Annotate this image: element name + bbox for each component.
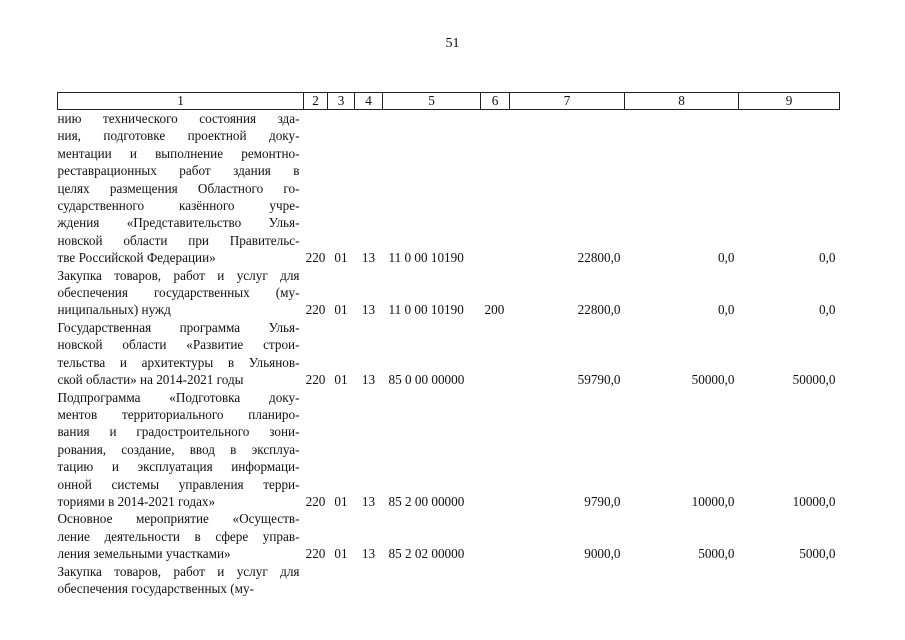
description-line: целях размещения Областного го-	[57, 180, 300, 196]
amount-year-1: 22800,0	[577, 302, 621, 318]
description-line: ления земельными участками»	[57, 546, 231, 562]
amount-year-3	[739, 563, 840, 598]
chapter-code: 220	[305, 302, 326, 318]
amount-year-3: 50000,0	[792, 372, 836, 388]
description-line: ниципальных) нужд	[57, 302, 171, 318]
target-article-code	[383, 563, 481, 598]
expense-type-code	[481, 510, 510, 562]
description-line: Государственная программа Улья-	[57, 319, 300, 335]
section-code: 01	[334, 493, 348, 509]
amount-year-3: 0,0	[819, 302, 836, 318]
chapter-code: 220	[305, 546, 326, 562]
description-line: ской области» на 2014-2021 годы	[57, 372, 244, 388]
section-code: 01	[334, 302, 348, 318]
description-line: Основное мероприятие «Осуществ-	[57, 511, 300, 527]
page-number: 51	[445, 36, 460, 51]
table-row	[58, 510, 840, 562]
row-description	[58, 267, 304, 319]
description-line: реставрационных работ здания в	[57, 163, 300, 179]
column-header: 3	[328, 93, 355, 110]
table-header-row	[58, 93, 840, 110]
description-line: онной системы управления терри-	[57, 476, 300, 492]
budget-table-container	[57, 92, 839, 597]
description-line: обеспечения государственных (му-	[57, 285, 300, 301]
chapter-code: 220	[305, 372, 326, 388]
target-article-code: 85 0 00 00000	[388, 372, 465, 388]
row-description	[58, 110, 304, 267]
amount-year-2	[625, 563, 739, 598]
amount-year-3: 10000,0	[792, 493, 836, 509]
description-line: тве Российской Федерации»	[57, 250, 216, 266]
section-code: 01	[334, 546, 348, 562]
amount-year-1	[510, 563, 625, 598]
description-line: рования, создание, ввод в эксплуа-	[57, 441, 300, 457]
section-code	[328, 563, 355, 598]
description-line: Закупка товаров, работ и услуг для	[57, 563, 300, 579]
description-line: ление деятельности в сфере управ-	[57, 528, 300, 544]
description-line: Закупка товаров, работ и услуг для	[57, 267, 300, 283]
expense-type-code	[481, 389, 510, 511]
section-code: 01	[334, 372, 348, 388]
amount-year-2: 0,0	[718, 250, 735, 266]
expense-type-code	[481, 319, 510, 389]
amount-year-1: 9000,0	[584, 546, 621, 562]
description-line: новской области «Развитие строи-	[57, 337, 300, 353]
chapter-code: 220	[305, 250, 326, 266]
subsection-code	[355, 563, 383, 598]
budget-table	[57, 92, 840, 597]
description-line: ждения «Представительство Улья-	[57, 215, 300, 231]
column-header: 9	[739, 93, 840, 110]
table-row	[58, 319, 840, 389]
amount-year-2: 5000,0	[698, 546, 735, 562]
column-header: 8	[625, 93, 739, 110]
table-row	[58, 563, 840, 598]
amount-year-3: 0,0	[819, 250, 836, 266]
table-row	[58, 267, 840, 319]
amount-year-2: 0,0	[718, 302, 735, 318]
column-header: 1	[58, 93, 304, 110]
subsection-code: 13	[361, 493, 376, 509]
description-line: ментов территориального планиро-	[57, 406, 300, 422]
amount-year-3: 5000,0	[799, 546, 836, 562]
subsection-code: 13	[361, 302, 376, 318]
amount-year-2: 10000,0	[691, 493, 735, 509]
description-line: вания и градостроительного зони-	[57, 424, 300, 440]
description-line: тельства и архитектуры в Ульянов-	[57, 354, 300, 370]
column-header: 7	[510, 93, 625, 110]
target-article-code: 11 0 00 10190	[388, 302, 464, 318]
table-body	[58, 110, 840, 598]
amount-year-1: 9790,0	[584, 493, 621, 509]
row-description	[58, 389, 304, 511]
column-header: 2	[304, 93, 328, 110]
description-line: тацию и эксплуатация информаци-	[57, 459, 300, 475]
subsection-code: 13	[361, 250, 376, 266]
description-line: ториями в 2014-2021 годах»	[57, 493, 216, 509]
description-line: ния, подготовке проектной доку-	[57, 128, 300, 144]
row-description	[58, 563, 304, 598]
expense-type-code: 200	[484, 302, 505, 318]
subsection-code: 13	[361, 546, 376, 562]
target-article-code: 85 2 02 00000	[388, 546, 465, 562]
description-line: сударственного казённого учре-	[57, 198, 300, 214]
subsection-code: 13	[361, 372, 376, 388]
target-article-code: 85 2 00 00000	[388, 493, 465, 509]
expense-type-code	[481, 110, 510, 267]
description-line: Подпрограмма «Подготовка доку-	[57, 389, 300, 405]
amount-year-2: 50000,0	[691, 372, 735, 388]
column-header: 4	[355, 93, 383, 110]
chapter-code: 220	[305, 493, 326, 509]
table-row	[58, 389, 840, 511]
amount-year-1: 22800,0	[577, 250, 621, 266]
description-line: обеспечения государственных (му-	[57, 580, 255, 596]
chapter-code	[304, 563, 328, 598]
description-line: ментации и выполнение ремонтно-	[57, 145, 300, 161]
expense-type-code	[481, 563, 510, 598]
section-code: 01	[334, 250, 348, 266]
row-description	[58, 510, 304, 562]
column-header: 5	[383, 93, 481, 110]
amount-year-1: 59790,0	[577, 372, 621, 388]
column-header: 6	[481, 93, 510, 110]
table-row	[58, 110, 840, 267]
target-article-code: 11 0 00 10190	[388, 250, 464, 266]
row-description	[58, 319, 304, 389]
description-line: новской области при Правительс-	[57, 232, 300, 248]
description-line: нию технического состояния зда-	[57, 111, 300, 126]
